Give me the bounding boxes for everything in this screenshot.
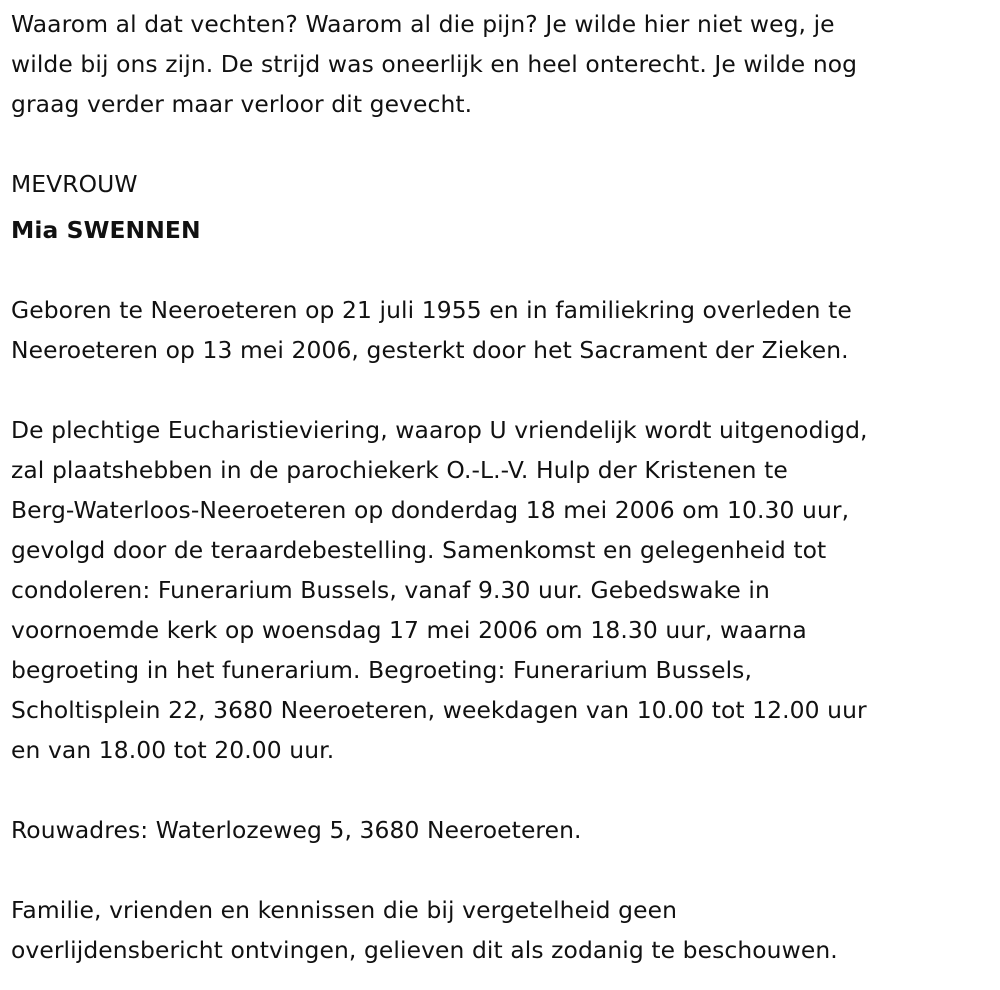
poem-line: Waarom al dat vechten? Waarom al die pijn? Je wilde hier niet weg, je <box>11 10 835 38</box>
birth-death-line: Geboren te Neeroeteren op 21 juli 1955 en in familiekring overleden te <box>11 296 852 324</box>
ceremony-line: Berg-Waterloos-Neeroeteren op donderdag 18 mei 2006 om 10.30 uur, <box>11 496 850 524</box>
address-paragraph <box>11 810 986 850</box>
deceased-name: Mia SWENNEN <box>11 216 201 244</box>
ceremony-line: zal plaatshebben in de parochiekerk O.-L.-V. Hulp der Kristenen te <box>11 456 788 484</box>
poem-paragraph <box>11 4 986 124</box>
notice-paragraph <box>11 890 986 970</box>
ceremony-line: De plechtige Eucharistieviering, waarop U vriendelijk wordt uitgenodigd, <box>11 416 868 444</box>
notice-line: overlijdensbericht ontvingen, gelieven dit als zodanig te beschouwen. <box>11 936 838 964</box>
ceremony-line: en van 18.00 tot 20.00 uur. <box>11 736 335 764</box>
mourning-address: Rouwadres: Waterlozeweg 5, 3680 Neeroeteren. <box>11 816 582 844</box>
poem-line: graag verder maar verloor dit gevecht. <box>11 90 473 118</box>
birth-death-line: Neeroeteren op 13 mei 2006, gesterkt door het Sacrament der Zieken. <box>11 336 849 364</box>
poem-line: wilde bij ons zijn. De strijd was oneerlijk en heel onterecht. Je wilde nog <box>11 50 858 78</box>
ceremony-line: voornoemde kerk op woensdag 17 mei 2006 om 18.30 uur, waarna <box>11 616 807 644</box>
ceremony-line: condoleren: Funerarium Bussels, vanaf 9.30 uur. Gebedswake in <box>11 576 770 604</box>
ceremony-paragraph <box>11 410 986 770</box>
deceased-title: MEVROUW <box>11 170 138 198</box>
ceremony-line: gevolgd door de teraardebestelling. Samenkomst en gelegenheid tot <box>11 536 827 564</box>
ceremony-line: Scholtisplein 22, 3680 Neeroeteren, weekdagen van 10.00 tot 12.00 uur <box>11 696 867 724</box>
notice-line: Familie, vrienden en kennissen die bij vergetelheid geen <box>11 896 678 924</box>
birth-death-paragraph <box>11 290 986 370</box>
ceremony-line: begroeting in het funerarium. Begroeting: Funerarium Bussels, <box>11 656 752 684</box>
obituary-document <box>11 4 986 970</box>
